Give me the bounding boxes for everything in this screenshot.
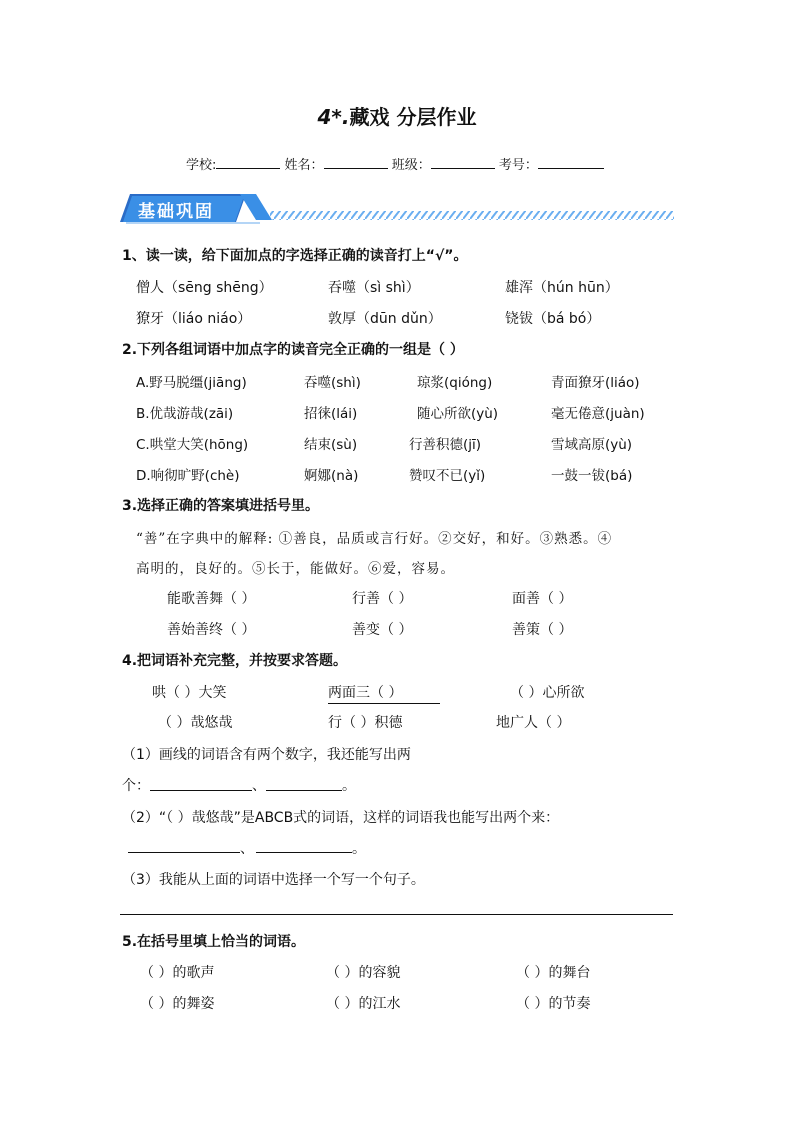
- answer-line[interactable]: [256, 852, 352, 853]
- q5-item: （ ）的江水: [326, 996, 401, 1012]
- q4-sub1-text: （1）画线的词语含有两个数字，我还能写出两: [122, 747, 411, 763]
- q2-option: 青面獠牙(liáo): [551, 375, 640, 391]
- q2-option: 婀娜(nà): [304, 468, 359, 484]
- full-stop: 。: [352, 841, 366, 857]
- q1-item: 铙钹（bá bó）: [505, 311, 601, 327]
- q4-heading: 4.把词语补充完整，并按要求答题。: [122, 653, 348, 669]
- q4-item: （ ）心所欲: [510, 685, 585, 701]
- q2-option: 行善积德(jī): [409, 437, 482, 453]
- exam-number-label: 考号：: [498, 158, 538, 173]
- q4-item: 行（ ）积德: [328, 715, 403, 731]
- separator: 、: [252, 778, 266, 794]
- full-stop: 。: [342, 778, 356, 794]
- q3-item: 面善（ ）: [512, 591, 573, 607]
- page-title: [0, 101, 794, 130]
- q3-item: 能歌善舞（ ）: [167, 591, 256, 607]
- q4-sub2-text: （2）“（ ）哉悠哉”是ABCB式的词语，这样的词语我也能写出两个来：: [122, 810, 560, 826]
- q1-item: 獠牙（liáo niáo）: [136, 311, 252, 327]
- class-blank[interactable]: [431, 156, 495, 169]
- answer-line[interactable]: [128, 852, 240, 853]
- sentence-answer-line[interactable]: [120, 914, 673, 915]
- q2-option: D.响彻旷野(chè): [136, 468, 240, 484]
- section-label: 基础巩固: [138, 202, 214, 222]
- answer-line[interactable]: [150, 790, 252, 791]
- q1-item: 雄浑（hún hūn）: [505, 280, 619, 296]
- exam-number-blank[interactable]: [538, 156, 604, 169]
- student-info-line: [186, 154, 604, 173]
- q1-item: 僧人（sēng shēng）: [136, 280, 273, 296]
- q3-item: 善始善终（ ）: [167, 622, 256, 638]
- q4-item: （ ）哉悠哉: [158, 715, 233, 731]
- q2-option: 琼浆(qióng): [417, 375, 493, 391]
- q2-option: 结束(sù): [304, 437, 358, 453]
- lesson-number: 4*.: [317, 105, 350, 129]
- q2-option: B.优哉游哉(zāi): [136, 406, 234, 422]
- q5-item: （ ）的容貌: [326, 965, 401, 981]
- q5-item: （ ）的节奏: [516, 996, 591, 1012]
- q3-heading: 3.选择正确的答案填进括号里。: [122, 498, 320, 514]
- q5-item: （ ）的舞姿: [140, 996, 215, 1012]
- q2-option: 随心所欲(yù): [417, 406, 499, 422]
- q2-option: 一鼓一钹(bá): [551, 468, 633, 484]
- q2-option: 雪域高原(yù): [551, 437, 633, 453]
- name-label: 姓名：: [284, 158, 324, 173]
- name-blank[interactable]: [324, 156, 388, 169]
- q3-item: 善变（ ）: [352, 622, 413, 638]
- q1-heading: 1、读一读，给下面加点的字选择正确的读音打上“√”。: [122, 248, 468, 264]
- q4-item: 哄（ ）大笑: [152, 685, 227, 701]
- q2-option: 吞噬(shì): [304, 375, 361, 391]
- q4-sub3-text: （3）我能从上面的词语中选择一个写一个句子。: [122, 872, 425, 888]
- q2-option: 毫无倦意(juàn): [551, 406, 645, 422]
- q2-option: 招徕(lái): [304, 406, 358, 422]
- q5-item: （ ）的歌声: [140, 965, 215, 981]
- separator: 、: [240, 841, 254, 857]
- q2-option: C.哄堂大笑(hōng): [136, 437, 249, 453]
- q3-item: 善策（ ）: [512, 622, 573, 638]
- lesson-title: 藏戏 分层作业: [349, 105, 477, 129]
- section-banner: [120, 192, 676, 224]
- q4-item: 地广人（ ）: [496, 715, 571, 731]
- q2-heading: 2.下列各组词语中加点字的读音完全正确的一组是（ ）: [122, 342, 464, 358]
- school-label: 学校:: [186, 158, 217, 173]
- q1-item: 敦厚（dūn dǔn）: [328, 311, 442, 327]
- class-label: 班级：: [391, 158, 431, 173]
- q2-option: 赞叹不已(yǐ): [409, 468, 486, 484]
- q5-heading: 5.在括号里填上恰当的词语。: [122, 934, 306, 950]
- q4-underlined-item: 两面三（ ）: [328, 682, 440, 704]
- q4-sub1-prefix: 个：: [122, 778, 150, 794]
- q1-item: 吞噬（sì shì）: [328, 280, 420, 296]
- school-blank[interactable]: [216, 156, 280, 169]
- q3-definition: “善”在字典中的解释: ①善良，品质或言行好。②交好，和好。③熟悉。④: [136, 531, 613, 547]
- q5-item: （ ）的舞台: [516, 965, 591, 981]
- q3-item: 行善（ ）: [352, 591, 413, 607]
- q3-definition: 高明的，良好的。⑤长于，能做好。⑥爱，容易。: [136, 561, 455, 577]
- answer-line[interactable]: [266, 790, 342, 791]
- q2-option: A.野马脱缰(jiāng): [136, 375, 247, 391]
